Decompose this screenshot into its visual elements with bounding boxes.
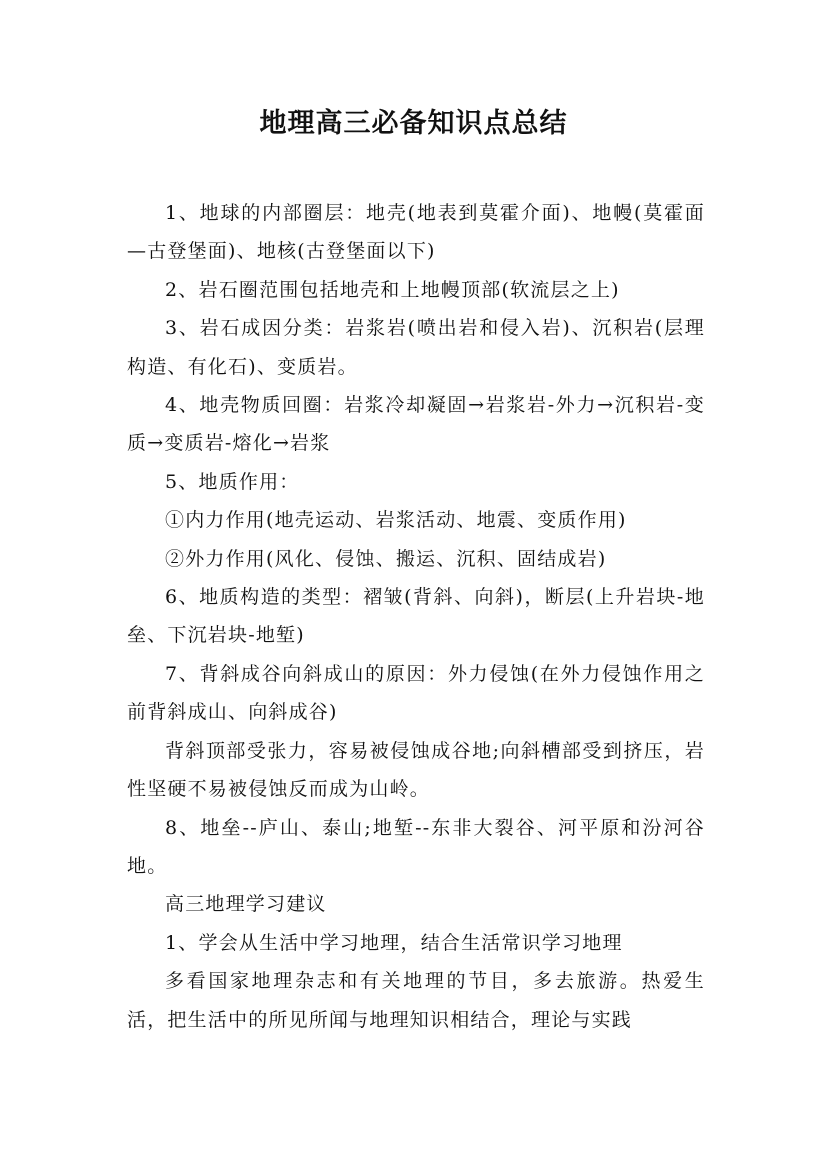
paragraph-9: 7、背斜成谷向斜成山的原因：外力侵蚀(在外力侵蚀作用之前背斜成山、向斜成谷) [127, 662, 705, 724]
paragraph-7: ②外力作用(风化、侵蚀、搬运、沉积、固结成岩) [165, 547, 607, 570]
paragraph-13: 多看国家地理杂志和有关地理的节目，多去旅游。热爱生活，把生活中的所见所闻与地理知识相结合，理论与实践 [127, 970, 705, 1031]
paragraph-2: 2、岩石圈范围包括地壳和上地幔顶部(软流层之上) [165, 278, 620, 301]
paragraph-12: 1、学会从生活中学习地理，结合生活常识学习地理 [165, 931, 623, 954]
paragraph-11: 8、地垒--庐山、泰山;地堑--东非大裂谷、河平原和汾河谷地。 [127, 816, 705, 877]
section-heading: 高三地理学习建议 [165, 893, 327, 916]
document-body [127, 194, 705, 1039]
paragraph-5: 5、地质作用： [165, 470, 300, 493]
paragraph-1: 1、地球的内部圈层：地壳(地表到莫霍介面)、地幔(莫霍面—古登堡面)、地核(古登堡面以下) [127, 202, 705, 263]
paragraph-3: 3、岩石成因分类：岩浆岩(喷出岩和侵入岩)、沉积岩(层理构造、有化石)、变质岩。 [127, 317, 705, 378]
paragraph-8: 6、地质构造的类型：褶皱(背斜、向斜)，断层(上升岩块-地垒、下沉岩块-地堑) [127, 586, 705, 647]
paragraph-10: 背斜顶部受张力，容易被侵蚀成谷地;向斜槽部受到挤压，岩性坚硬不易被侵蚀反而成为山岭。 [127, 739, 705, 801]
paragraph-4: 4、地壳物质回圈：岩浆冷却凝固→岩浆岩-外力→沉积岩-变质→变质岩-熔化→岩浆 [127, 394, 705, 455]
document-title: 地理高三必备知识点总结 [259, 108, 568, 139]
paragraph-6: ①内力作用(地壳运动、岩浆活动、地震、变质作用) [165, 509, 627, 532]
